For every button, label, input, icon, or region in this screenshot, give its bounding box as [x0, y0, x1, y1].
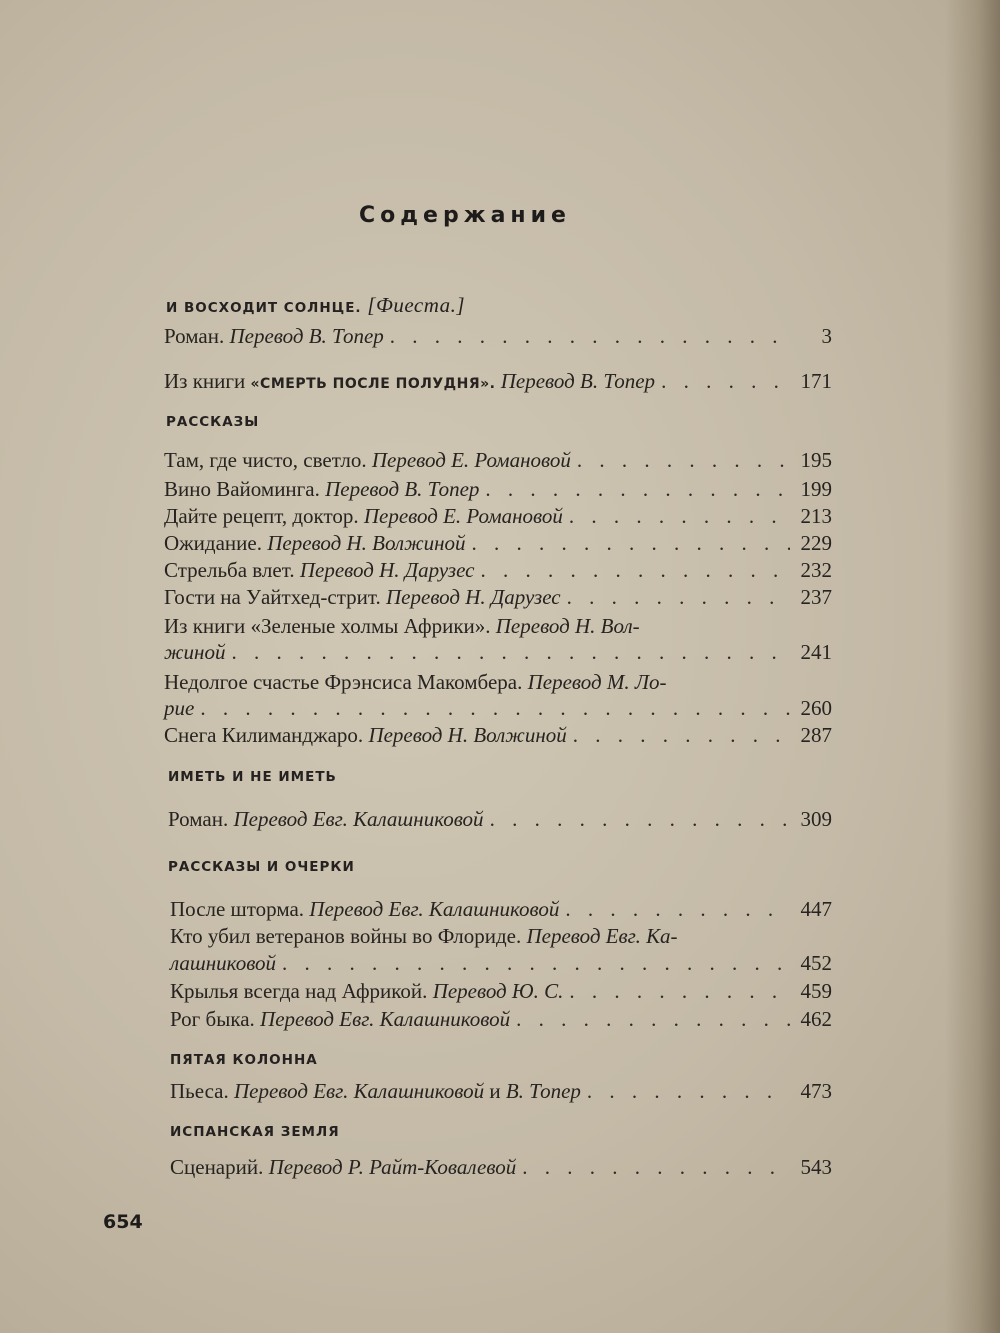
entry-page: 171: [800, 369, 832, 393]
entry-title: Снега Килиманджаро.: [164, 723, 364, 747]
leader-dots: [569, 502, 790, 530]
entry-page: 195: [800, 448, 832, 472]
page-edge-shadow: [945, 0, 1000, 1333]
entry-title: Недолгое счастье Фрэнсиса Макомбера.: [164, 670, 523, 694]
entry-translator: Перевод В. Топер: [229, 324, 384, 348]
leader-dots: [587, 1077, 790, 1105]
toc-entry: [170, 977, 832, 1005]
entry-title: Пьеса.: [170, 1079, 229, 1103]
section-heading-fifth-column: ПЯТАЯ КОЛОННА: [170, 1052, 318, 1068]
section-heading-to-have: ИМЕТЬ И НЕ ИМЕТЬ: [168, 769, 337, 785]
entry-translator: Перевод В. Топер: [325, 477, 480, 501]
entry-page: 459: [800, 979, 832, 1003]
entry-translator: Перевод Евг. Ка-: [526, 924, 678, 948]
entry-title: Дайте рецепт, доктор.: [164, 504, 359, 528]
toc-entry: [170, 922, 832, 950]
page-number: 654: [103, 1211, 143, 1233]
entry-page: 213: [800, 504, 832, 528]
entry-page: 260: [800, 696, 832, 720]
entry-title: Крылья всегда над Африкой.: [170, 979, 428, 1003]
toc-entry: [164, 502, 832, 530]
section-heading-stories: РАССКАЗЫ: [166, 414, 260, 430]
toc-entry: [164, 446, 832, 474]
section-heading-note: [Фиеста.]: [367, 293, 466, 317]
entry-translator: Перевод Н. Дарузес: [299, 558, 475, 582]
toc-entry: [164, 668, 832, 696]
entry-page: 229: [800, 531, 832, 555]
entry-page: 447: [800, 897, 832, 921]
leader-dots: [516, 1005, 790, 1033]
entry-caps-title: «СМЕРТЬ ПОСЛЕ ПОЛУДНЯ».: [250, 376, 496, 392]
entry-translator: Перевод Н. Дарузес: [386, 585, 561, 609]
leader-dots: [231, 638, 790, 666]
toc-entry: [170, 1153, 832, 1181]
toc-entry: [164, 556, 832, 584]
entry-title: После шторма.: [170, 897, 305, 921]
toc-entry: [164, 721, 832, 749]
entry-title: Роман.: [168, 807, 229, 831]
entry-translator: Перевод Е. Романовой: [363, 504, 563, 528]
entry-translator: Перевод М. Ло-: [527, 670, 667, 694]
toc-entry: [170, 895, 832, 923]
entry-translator: Перевод Н. Волжиной: [368, 723, 567, 747]
toc-entry-continuation: [164, 694, 832, 722]
leader-dots: [480, 556, 790, 584]
entry-translator-cont: жиной: [164, 640, 226, 664]
leader-dots: [573, 721, 790, 749]
entry-translator-cont: лашниковой: [170, 951, 277, 975]
entry-translator: Перевод Н. Вол-: [495, 614, 640, 638]
leader-dots: [567, 583, 790, 611]
entry-page: 452: [800, 951, 832, 975]
entry-title: Из книги «Зеленые холмы Африки».: [164, 614, 491, 638]
entry-title: Ожидание.: [164, 531, 262, 555]
toc-entry: [164, 475, 832, 503]
leader-dots: [577, 446, 790, 474]
leader-dots: [200, 694, 790, 722]
leader-dots: [522, 1153, 790, 1181]
leader-dots: [485, 475, 790, 503]
entry-translator: Перевод Евг. Калашниковой: [233, 807, 484, 831]
entry-translator: Перевод В. Топер: [500, 369, 656, 393]
entry-page: 241: [800, 640, 832, 664]
entry-page: 237: [800, 585, 832, 609]
section-heading-text: И ВОСХОДИТ СОЛНЦЕ.: [166, 300, 362, 316]
entry-translator: Перевод Евг. Калашниковой: [260, 1007, 511, 1031]
entry-page: 199: [800, 477, 832, 501]
toc-entry-continuation: [170, 949, 832, 977]
toc-entry: [164, 322, 832, 350]
entry-page: 3: [821, 324, 832, 348]
entry-translator: Перевод Ю. С.: [432, 979, 564, 1003]
leader-dots: [390, 322, 790, 350]
toc-entry-continuation: [164, 638, 832, 666]
toc-entry: [164, 583, 832, 611]
entry-page: 309: [800, 807, 832, 831]
entry-title: Роман.: [164, 324, 225, 348]
section-heading-stories-essays: РАССКАЗЫ И ОЧЕРКИ: [168, 859, 355, 875]
leader-dots: [569, 977, 790, 1005]
entry-page: 462: [800, 1007, 832, 1031]
entry-translator-2: В. Топер: [505, 1079, 581, 1103]
entry-page: 287: [800, 723, 832, 747]
entry-translator: Перевод Н. Волжиной: [267, 531, 466, 555]
toc-entry: [168, 805, 832, 833]
toc-entry: [170, 1077, 832, 1105]
entry-title: Кто убил ветеранов войны во Флориде.: [170, 924, 522, 948]
entry-translator: Перевод Евг. Калашниковой: [233, 1079, 485, 1103]
entry-title: Сценарий.: [170, 1155, 264, 1179]
entry-conjunction: и: [489, 1079, 501, 1103]
leader-dots: [565, 895, 790, 923]
entry-translator-cont: рие: [164, 696, 195, 720]
leader-dots: [472, 529, 790, 557]
entry-title: Там, где чисто, светло.: [164, 448, 367, 472]
entry-page: 543: [800, 1155, 832, 1179]
entry-title: Вино Вайоминга.: [164, 477, 320, 501]
section-heading-spanish-earth: ИСПАНСКАЯ ЗЕМЛЯ: [170, 1124, 340, 1140]
page-title: Содержание: [359, 203, 571, 228]
toc-entry: [170, 1005, 832, 1033]
entry-page: 232: [800, 558, 832, 582]
entry-page: 473: [800, 1079, 832, 1103]
leader-dots: [282, 949, 790, 977]
entry-title: Рог быка.: [170, 1007, 255, 1031]
entry-translator: Перевод Е. Романовой: [371, 448, 571, 472]
entry-translator: Перевод Р. Райт-Ковалевой: [268, 1155, 517, 1179]
section-heading-fiesta: [166, 293, 465, 318]
toc-entry: [164, 612, 832, 640]
leader-dots: [490, 805, 790, 833]
entry-title: Стрельба влет.: [164, 558, 295, 582]
entry-translator: Перевод Евг. Калашниковой: [309, 897, 560, 921]
entry-title: Из книги: [164, 369, 246, 393]
leader-dots: [661, 367, 790, 395]
toc-entry: [164, 529, 832, 557]
toc-entry: [164, 367, 832, 395]
entry-title: Гости на Уайтхед-стрит.: [164, 585, 381, 609]
